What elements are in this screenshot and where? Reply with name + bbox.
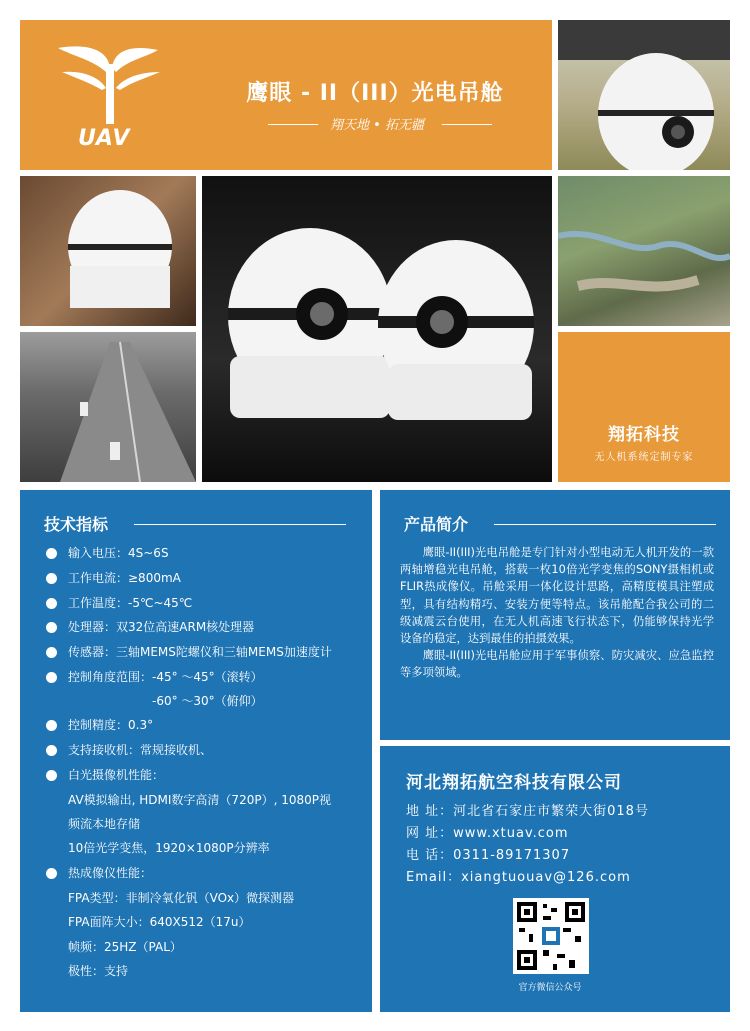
spec-item: 控制角度范围：-45° ～45°（滚转）	[46, 668, 263, 685]
slogan-rule-right	[442, 124, 492, 125]
camera-line: AV模拟输出, HDMI数字高清（720P）, 1080P视	[68, 793, 331, 807]
bullet-icon	[46, 548, 57, 559]
bullet-icon	[46, 720, 57, 731]
thermal-line: FPA类型：非制冷氧化钒（VOx）微探测器	[68, 891, 295, 905]
logo-text: UAV	[78, 126, 131, 151]
bullet-icon	[46, 672, 57, 683]
gimbal-pair-photo	[202, 176, 552, 482]
bullet-icon	[46, 598, 57, 609]
thermal-line: 极性：支持	[68, 964, 129, 978]
address-row: 地 址：河北省石家庄市繁荣大街018号	[406, 804, 649, 819]
thermal-line: FPA面阵大小：640X512（17u）	[68, 915, 251, 929]
camera-line: 频流本地存储	[68, 817, 141, 831]
intro-paragraph: 鹰眼-II(III)光电吊舱是专门针对小型电动无人机开发的一款两轴增稳光电吊舱，搭载一枚10倍光学变焦的SONY摄相机或FLIR热成像仪。吊舱采用一体化设计思路，高精度模具注塑成型，具有结构精巧、安装方便等特点。该吊舱配合我公司的二级减震云台使用，在无人机高速飞行状态下，仍能够保持光学设备的稳定，达到最佳的拍摄效果。	[400, 546, 714, 646]
bullet-icon	[46, 647, 57, 658]
spec-item: 传感器：三轴MEMS陀螺仪和三轴MEMS加速度计	[46, 643, 332, 660]
thermal-highway-photo	[20, 332, 196, 482]
spec-item: 工作温度：-5℃~45℃	[46, 594, 192, 611]
intro-heading: 产品简介	[404, 515, 469, 534]
specs-heading: 技术指标	[44, 515, 109, 534]
website-row: 网 址：www.xtuav.com	[406, 826, 569, 841]
spec-pitch-range: -60° ～30°（俯仰）	[152, 694, 263, 708]
phone-row: 电 话：0311-89171307	[406, 848, 571, 863]
bullet-icon	[46, 745, 57, 756]
spec-item: 控制精度：0.3°	[46, 716, 153, 733]
bullet-icon	[46, 770, 57, 781]
dragonfly-logo-icon	[48, 38, 168, 128]
brand-name: 翔拓科技	[608, 425, 680, 445]
bullet-icon	[46, 868, 57, 879]
spec-item: 热成像仪性能：	[46, 864, 152, 881]
spec-item: 输入电压：4S~6S	[46, 544, 169, 561]
spec-item: 支持接收机：常规接收机、	[46, 741, 212, 758]
email-link[interactable]: xiangtuouav@126.com	[461, 870, 631, 885]
bullet-icon	[46, 622, 57, 633]
brand-tagline: 无人机系统定制专家	[594, 452, 694, 463]
qr-code-icon	[513, 898, 589, 974]
aerial-landscape-photo	[558, 176, 730, 326]
email-row: Email：xiangtuouav@126.com	[406, 870, 631, 885]
product-title: 鹰眼 - II（III）光电吊舱	[246, 81, 504, 106]
gimbal-aerial-photo	[558, 20, 730, 170]
company-name: 河北翔拓航空科技有限公司	[406, 773, 622, 793]
intro-body	[400, 544, 714, 682]
spec-item: 处理器：双32位高速ARM核处理器	[46, 618, 254, 635]
bullet-icon	[46, 573, 57, 584]
specs-heading-rule	[134, 524, 346, 525]
slogan: 翔天地 • 拓无疆	[330, 118, 424, 133]
spec-item: 工作电流：≥800mA	[46, 569, 181, 586]
qr-caption: 官方微信公众号	[518, 983, 582, 993]
intro-heading-rule	[494, 524, 716, 525]
wechat-qr-code[interactable]	[513, 898, 589, 974]
website-link[interactable]: www.xtuav.com	[453, 826, 569, 841]
camera-line: 10倍光学变焦，1920×1080P分辨率	[68, 841, 270, 855]
intro-paragraph: 鹰眼-II(III)光电吊舱应用于军事侦察、防灾减灾、应急监控等多项领域。	[400, 649, 714, 680]
thermal-line: 帧频：25HZ（PAL）	[68, 940, 182, 954]
spec-item: 白光摄像机性能：	[46, 766, 164, 783]
tuav-logo	[48, 38, 168, 151]
gimbal-side-photo	[20, 176, 196, 326]
